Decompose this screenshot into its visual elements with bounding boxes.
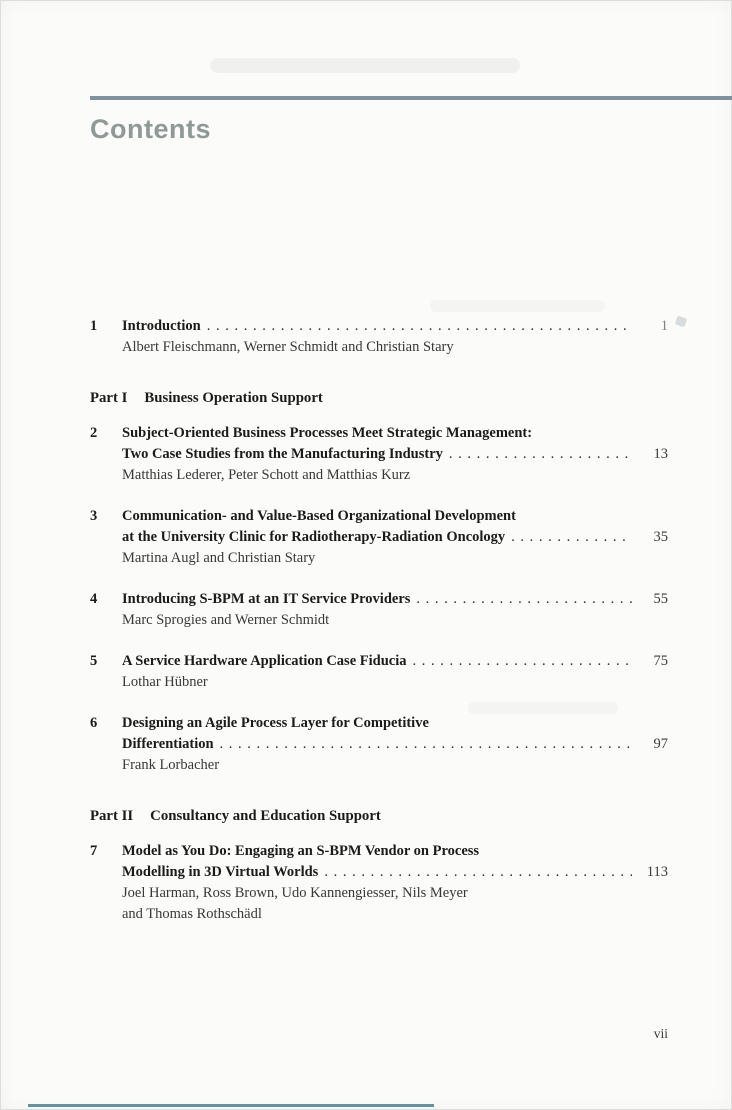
- chapter-authors: Frank Lorbacher: [122, 757, 220, 773]
- part-label: Part II: [90, 808, 134, 824]
- part-title: Consultancy and Education Support: [150, 808, 381, 824]
- bottom-accent-bar: [28, 1104, 434, 1107]
- chapter-title-line: Subject-Oriented Business Processes Meet Strategic Management:: [122, 425, 533, 441]
- toc-entry-chapter-2: [90, 423, 668, 486]
- chapter-page-number: 13: [653, 446, 668, 462]
- toc-entry-chapter-5: [90, 651, 668, 693]
- header-rule: [90, 96, 732, 100]
- toc-entry-chapter-4: [90, 589, 668, 631]
- toc-entry-chapter-3: [90, 506, 668, 569]
- part-title: Business Operation Support: [144, 390, 323, 406]
- chapter-number: 6: [90, 715, 98, 731]
- chapter-authors-continued: and Thomas Rothschädl: [122, 906, 262, 922]
- dot-leader: [449, 444, 632, 465]
- dot-leader: [324, 862, 632, 883]
- part-label: Part I: [90, 390, 128, 406]
- part-heading-2: [90, 806, 668, 827]
- chapter-authors: Matthias Lederer, Peter Schott and Matthias Kurz: [122, 467, 411, 483]
- dot-leader: [220, 734, 632, 755]
- part-heading-1: [90, 388, 668, 409]
- toc-entry-chapter-6: [90, 713, 668, 776]
- table-of-contents: [90, 316, 668, 925]
- chapter-number: 3: [90, 508, 98, 524]
- chapter-page-number: 75: [653, 653, 668, 669]
- chapter-page-number: 55: [653, 591, 668, 607]
- chapter-authors: Joel Harman, Ross Brown, Udo Kannengiesser, Nils Meyer: [122, 885, 468, 901]
- chapter-page-number: 113: [646, 864, 668, 880]
- chapter-number: 5: [90, 653, 98, 669]
- dot-leader: [416, 589, 632, 610]
- chapter-authors: Martina Augl and Christian Stary: [122, 550, 316, 566]
- dot-leader: [511, 527, 632, 548]
- chapter-authors: Lothar Hübner: [122, 674, 208, 690]
- chapter-title: Introduction: [122, 318, 201, 334]
- toc-entry-chapter-1: [90, 316, 668, 358]
- dot-leader: [207, 316, 632, 337]
- page-title: Contents: [90, 114, 211, 144]
- chapter-title: at the University Clinic for Radiotherapy-Radiation Oncology: [122, 529, 506, 545]
- chapter-authors: Albert Fleischmann, Werner Schmidt and Christian Stary: [122, 339, 454, 355]
- chapter-title-line: Designing an Agile Process Layer for Competitive: [122, 715, 429, 731]
- chapter-title: Differentiation: [122, 736, 214, 752]
- dot-leader: [413, 651, 633, 672]
- chapter-title-line: Model as You Do: Engaging an S-BPM Vendor on Process: [122, 843, 480, 859]
- chapter-number: 1: [90, 318, 98, 334]
- folio-page-number: vii: [653, 1026, 668, 1041]
- chapter-page-number: 97: [653, 736, 668, 752]
- chapter-title: Introducing S-BPM at an IT Service Providers: [122, 591, 411, 607]
- chapter-page-number: 35: [653, 529, 668, 545]
- chapter-number: 7: [90, 843, 98, 859]
- chapter-authors: Marc Sprogies and Werner Schmidt: [122, 612, 330, 628]
- chapter-title: A Service Hardware Application Case Fiducia: [122, 653, 407, 669]
- chapter-title: Modelling in 3D Virtual Worlds: [122, 864, 319, 880]
- chapter-title-line: Communication- and Value-Based Organizational Development: [122, 508, 516, 524]
- chapter-page-number: 1: [660, 318, 668, 334]
- chapter-number: 2: [90, 425, 98, 441]
- chapter-number: 4: [90, 591, 98, 607]
- toc-entry-chapter-7: [90, 841, 668, 925]
- chapter-title: Two Case Studies from the Manufacturing Industry: [122, 446, 443, 462]
